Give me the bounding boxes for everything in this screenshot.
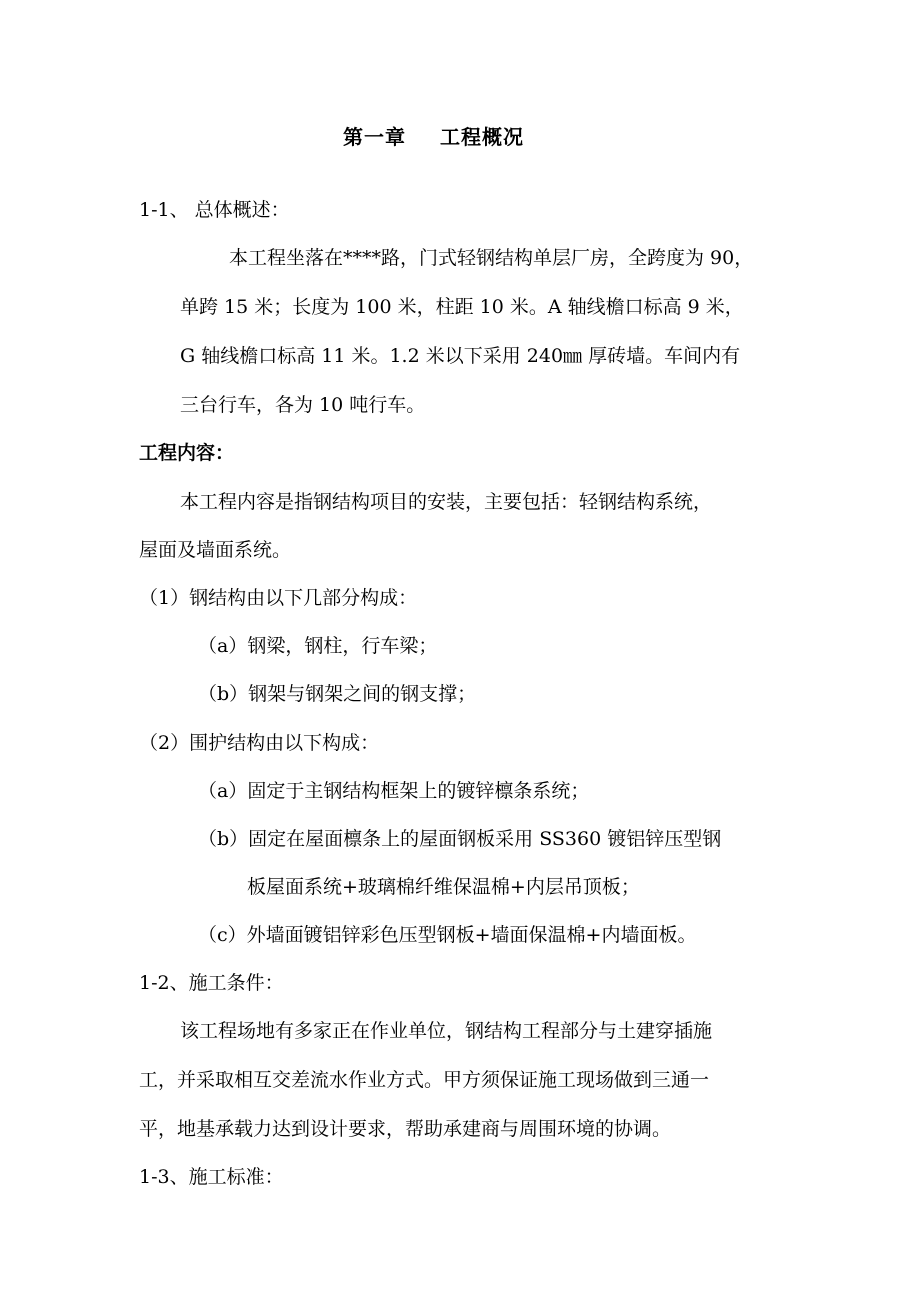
item-2-label: （2）围护结构由以下构成： xyxy=(139,732,380,754)
chapter-number: 第一章 xyxy=(343,125,406,149)
project-content-heading: 工程内容： xyxy=(139,442,235,464)
item-2-sub-a: （a）固定于主钢结构框架上的镀锌檩条系统； xyxy=(198,780,590,802)
section-1-1-line-4: 三台行车，各为 10 吨行车。 xyxy=(180,394,426,416)
section-1-2-line-2: 工，并采取相互交差流水作业方式。甲方须保证施工现场做到三通一 xyxy=(139,1069,710,1091)
item-2-sub-c: （c）外墙面镀铝锌彩色压型钢板+墙面保温棉+内墙面板。 xyxy=(198,924,697,946)
item-1-sub-b: （b）钢架与钢架之间的钢支撑； xyxy=(198,683,477,705)
item-1-label: （1）钢结构由以下几部分构成： xyxy=(139,587,418,609)
section-1-1-line-3: G 轴线檐口标高 11 米。1.2 米以下采用 240㎜ 厚砖墙。车间内有 xyxy=(180,345,741,367)
chapter-name: 工程概况 xyxy=(440,125,524,149)
section-1-3-heading: 1-3、施工标准： xyxy=(139,1166,284,1188)
section-1-1-line-1: 本工程坐落在****路，门式轻钢结构单层厂房，全跨度为 90， xyxy=(229,247,754,269)
section-1-2-heading: 1-2、施工条件： xyxy=(139,972,284,994)
chapter-title xyxy=(343,125,524,149)
project-content-intro-line-2: 屋面及墙面系统。 xyxy=(139,539,292,561)
section-1-1-line-2: 单跨 15 米；长度为 100 米，柱距 10 米。A 轴线檐口标高 9 米， xyxy=(180,296,744,318)
item-2-sub-b-line-2: 板屋面系统+玻璃棉纤维保温棉+内层吊顶板； xyxy=(247,876,640,898)
section-1-1-heading: 1-1、 总体概述： xyxy=(139,199,290,221)
item-2-sub-b-line-1: （b）固定在屋面檩条上的屋面钢板采用 SS360 镀铝锌压型钢 xyxy=(198,828,722,850)
section-1-2-line-3: 平，地基承载力达到设计要求，帮助承建商与周围环境的协调。 xyxy=(139,1118,672,1140)
item-1-sub-a: （a）钢梁，钢柱，行车梁； xyxy=(198,635,438,657)
section-1-2-line-1: 该工程场地有多家正在作业单位，钢结构工程部分与土建穿插施 xyxy=(180,1020,713,1042)
project-content-intro-line-1: 本工程内容是指钢结构项目的安装，主要包括：轻钢结构系统， xyxy=(180,491,713,513)
